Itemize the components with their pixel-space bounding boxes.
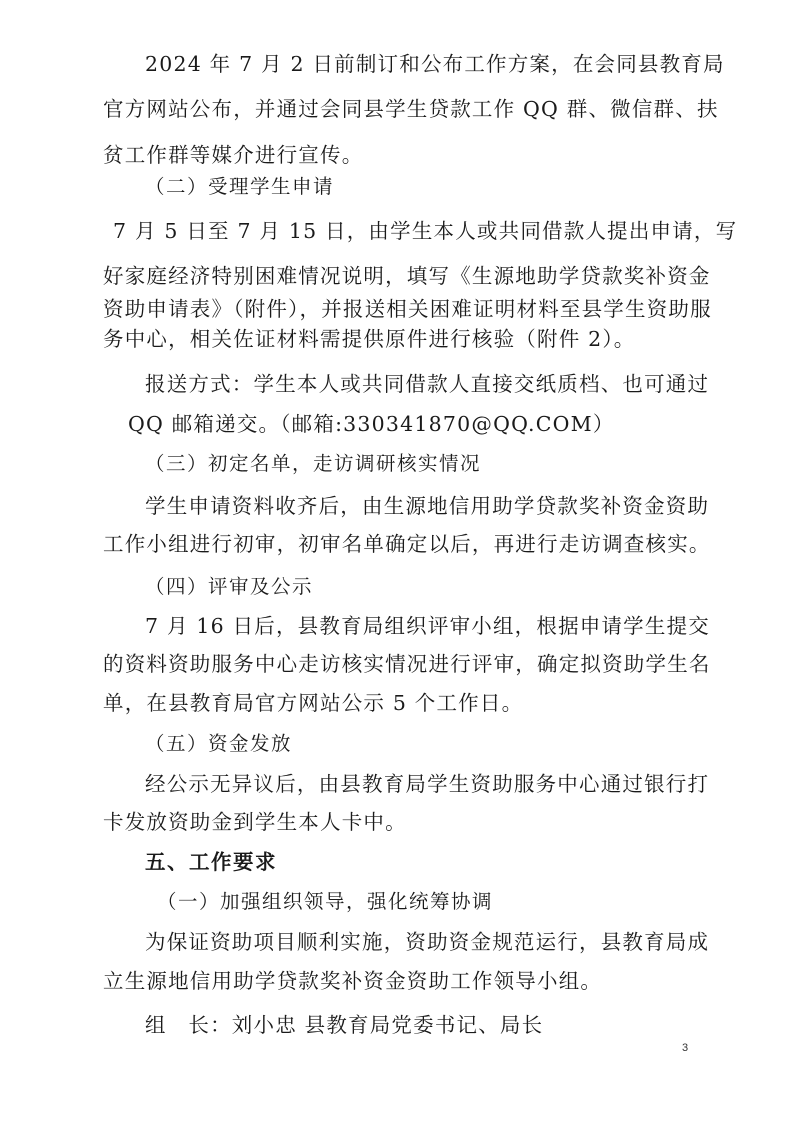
text-line: 7 月 5 日至 7 月 15 日，由学生本人或共同借款人提出申请，写 xyxy=(113,219,738,243)
text-line: 经公示无异议后，由县教育局学生资助服务中心通过银行打 xyxy=(145,772,710,796)
text-line: 的资料资助服务中心走访核实情况进行评审，确定拟资助学生名 xyxy=(103,652,711,676)
section-heading: （三）初定名单，走访调研核实情况 xyxy=(145,452,482,475)
text-line: 单，在县教育局官方网站公示 5 个工作日。 xyxy=(103,691,524,715)
text-line: 工作小组进行初审，初审名单确定以后，再进行走访调查核实。 xyxy=(103,532,711,556)
text-line: 组 长：刘小忠 县教育局党委书记、局长 xyxy=(145,1013,544,1037)
section-heading: （一）加强组织领导，强化统筹协调 xyxy=(157,890,494,913)
section-heading: （五）资金发放 xyxy=(145,732,293,755)
text-line: 为保证资助项目顺利实施，资助资金规范运行，县教育局成 xyxy=(145,930,710,954)
text-line: 学生申请资料收齐后，由生源地信用助学贷款奖补资金资助 xyxy=(145,494,710,518)
text-line: 好家庭经济特别困难情况说明，填写《生源地助学贷款奖补资金 xyxy=(103,264,711,288)
text-line: 卡发放资助金到学生本人卡中。 xyxy=(103,810,407,834)
text-line: QQ 邮箱递交。（邮箱:330341870@QQ.COM） xyxy=(128,412,615,436)
chapter-heading: 五、工作要求 xyxy=(145,850,277,874)
text-line: 官方网站公布，并通过会同县学生贷款工作 QQ 群、微信群、扶 xyxy=(103,97,719,121)
text-line: 贫工作群等媒介进行宣传。 xyxy=(103,143,364,167)
text-line: 资助申请表》（附件），并报送相关困难证明材料至县学生资助服 xyxy=(103,297,712,321)
text-line: 2024 年 7 月 2 日前制订和公布工作方案，在会同县教育局 xyxy=(145,52,725,76)
section-heading: （四）评审及公示 xyxy=(145,575,314,598)
text-line: 7 月 16 日后，县教育局组织评审小组，根据申请学生提交 xyxy=(145,614,710,638)
text-line: 立生源地信用助学贷款奖补资金资助工作领导小组。 xyxy=(103,969,603,993)
text-line: 务中心，相关佐证材料需提供原件进行核验（附件 2）。 xyxy=(103,327,636,351)
section-heading: （二）受理学生申请 xyxy=(145,175,335,198)
page-number: 3 xyxy=(682,1042,689,1054)
text-line: 报送方式：学生本人或共同借款人直接交纸质档、也可通过 xyxy=(145,372,710,396)
